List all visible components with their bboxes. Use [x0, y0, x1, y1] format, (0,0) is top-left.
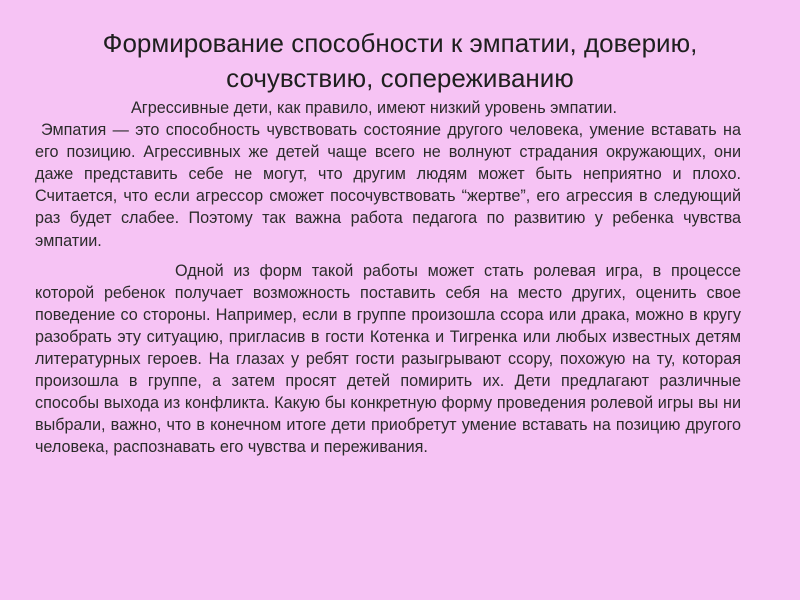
slide-title-line-1: Формирование способности к эмпатии, доверию, — [102, 28, 698, 58]
paragraph-role-play: Одной из форм такой работы может стать ролевая игра, в процессе которой ребенок получает возможность поставить себя на место других, оценить свое поведение со стороны. Например, если в группе произошла ссора или драка, можно в кругу разобрать эту ситуацию, пригласив в гости Котенка и Тигренка или любых известных детям литературных героев. На глазах у ребят гости разыгрывают ссору, похожую на ту, которая произошла в группе, а затем просят детей помирить их. Дети предлагают различные способы выхода из конфликта. Какую бы конкретную форму проведения ролевой игры вы ни выбрали, важно, что в конечном итоге дети приобретут умение вставать на позицию другого человека, распознавать его чувства и переживания. — [35, 261, 741, 457]
slide-title-line-2: сочувствию, сопереживанию — [226, 63, 574, 93]
slide-title — [20, 26, 780, 96]
paragraph-empathy-definition: Эмпатия — это способность чувствовать состояние другого человека, умение вставать на его позицию. Агрессивных же детей чаще всего не волнуют страдания окружающих, они даже представить себе не могут, что другим людям может быть неприятно и плохо. Считается, что если агрессор сможет посочувствовать “жертве”, его агрессия в следующий раз будет слабее. Поэтому так важна работа педагога по развитию у ребенка чувства эмпатии. — [35, 121, 741, 250]
slide-body — [35, 97, 741, 459]
paragraph-intro: Агрессивные дети, как правило, имеют низкий уровень эмпатии. — [131, 99, 617, 117]
